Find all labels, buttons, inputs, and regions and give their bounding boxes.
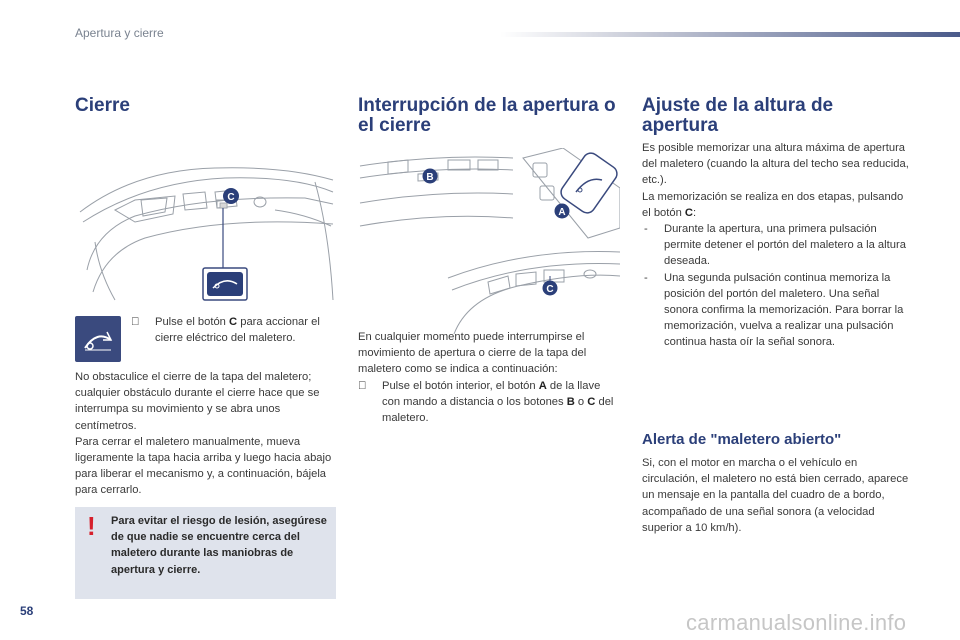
ajuste-step-1: - Durante la apertura, una primera pulsación permite detener el portón del maletero a la altura deseada. — [644, 223, 906, 268]
title-interrupcion: Interrupción de la apertura o el cierre — [358, 95, 616, 136]
callout-c2-label: C — [546, 284, 554, 295]
warning-text: Para evitar el riesgo de lesión, asegúrese de que nadie se encuentre cerca del maletero durante las maniobras de apertura y cierre. — [111, 515, 327, 576]
alerta-body: Si, con el motor en marcha o el vehículo en circulación, el maletero no está bien cerrado, aparece un mensaje en la pantalla del cuadro de a bordo, acompañado de una señal sonora (a velocidad superior a 10 km/h). — [642, 457, 909, 534]
title-ajuste: Ajuste de la altura de apertura — [642, 95, 834, 136]
ajuste-body — [642, 140, 910, 351]
bullet-marker — [131, 314, 139, 330]
interrupcion-intro: En cualquier momento puede interrumpirse el movimiento de apertura o cierre de la tapa del maletero como se indica a continuación: — [358, 331, 587, 376]
warning-box — [75, 507, 336, 599]
callout-c-label: C — [227, 192, 235, 203]
ajuste-p2: La memorización se realiza en dos etapas, pulsando el botón C: — [642, 190, 904, 219]
watermark: carmanualsonline.info — [686, 610, 907, 635]
warning-icon: ! — [87, 511, 96, 541]
cierre-para1: No obstaculice el cierre de la tapa del maletero; cualquier obstáculo durante el cierre hace que se interrumpa su movimiento y se abra unos centímetros. — [75, 371, 320, 432]
callout-b-label: B — [426, 172, 434, 183]
ajuste-step-2: - Una segunda pulsación continua memoriza la posición del portón del maletero. Una señal sonora confirma la memorización. Para borrar la memorización, vuelva a realizar una pulsación continua hasta oír la señal sonora. — [644, 271, 904, 349]
section-header: Apertura y cierre — [75, 26, 164, 40]
tailgate-illustration — [75, 152, 336, 302]
title-cierre: Cierre — [75, 95, 130, 116]
title-alerta: Alerta de "maletero abierto" — [642, 431, 842, 448]
interrupcion-body — [358, 329, 620, 426]
interruption-illustration — [358, 148, 620, 338]
cierre-bullet: Pulse el botón C para accionar el cierre eléctrico del maletero. — [131, 314, 336, 346]
header-bar — [500, 32, 960, 37]
cierre-para2: Para cerrar el maletero manualmente, mueva ligeramente la tapa hacia arriba y luego hacia abajo para liberar el mecanismo y, a continuación, bájela para cerrarlo. — [75, 435, 332, 497]
callout-a-label: A — [558, 207, 566, 218]
tailgate-close-icon — [75, 316, 121, 362]
ajuste-p1: Es posible memorizar una altura máxima de apertura del maletero (cuando la altura del techo sea reducida, etc.). — [642, 142, 909, 187]
page-number: 58 — [20, 604, 34, 618]
cierre-body — [75, 369, 340, 499]
interrupcion-bullet: Pulse el botón interior, el botón A de la llave con mando a distancia o los botones B o C del maletero. — [382, 379, 614, 425]
